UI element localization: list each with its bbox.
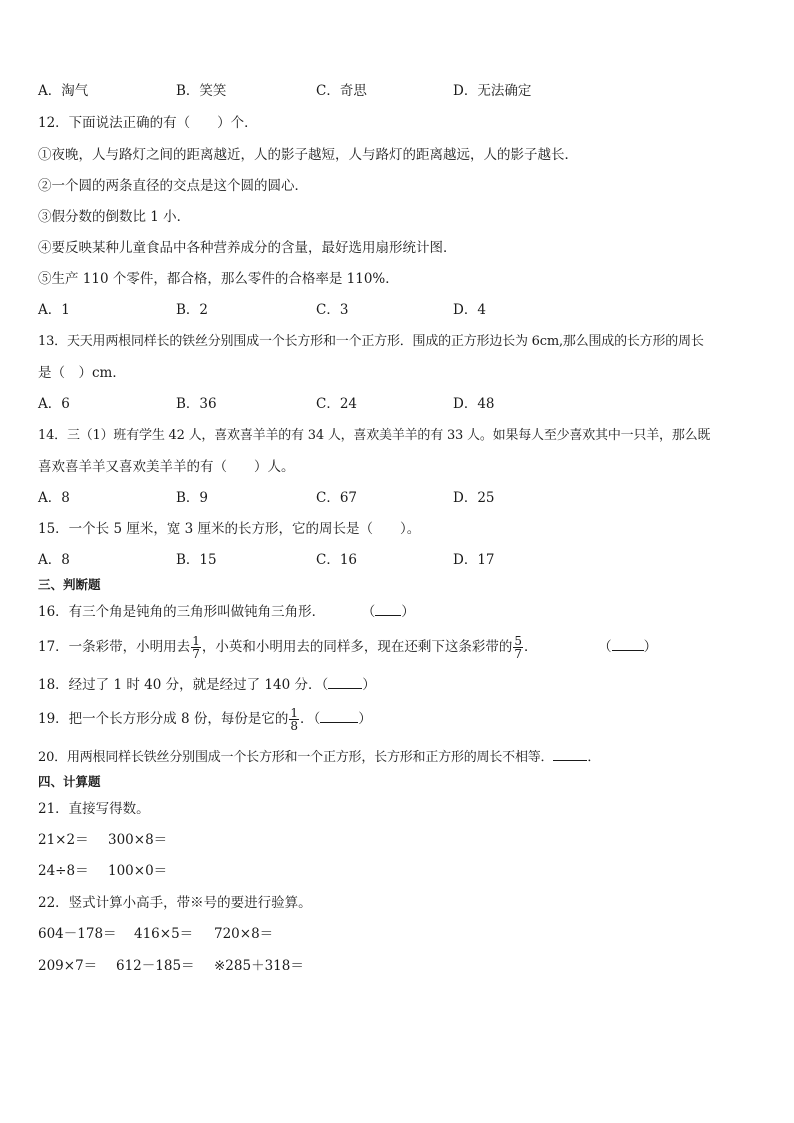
q22-expr-4: 209×7＝ <box>38 958 98 974</box>
q12-item-1: ①夜晚，人与路灯之间的距离越近，人的影子越短，人与路灯的距离越远，人的影子越长． <box>38 147 578 163</box>
q14-line-1: 14．三（1）班有学生 42 人，喜欢喜羊羊的有 34 人，喜欢美羊羊的有 33 人。如果每人至少喜欢其中一只羊，那么既 <box>38 428 711 443</box>
q20-text: 20．用两根同样长铁丝分别围成一个长方形和一个正方形，长方形和正方形的周长不相等． <box>38 750 554 765</box>
section-heading-calculation: 四、计算题 <box>38 774 101 789</box>
q17-fraction-1-denominator: 7 <box>192 647 200 661</box>
q16-text: 16．有三个角是钝角的三角形叫做钝角三角形． <box>38 604 326 620</box>
q17-fraction-2 <box>513 635 523 660</box>
q16-answer-blank[interactable] <box>375 603 401 616</box>
q16-paren-open: （ <box>361 604 376 620</box>
q11-option-b: B．笑笑 <box>176 83 227 99</box>
q17-part-1: 17．一条彩带，小明用去 <box>38 639 191 655</box>
q17-fraction-1-numerator: 1 <box>192 634 200 648</box>
q12-item-2: ②一个圆的两条直径的交点是这个圆的圆心． <box>38 178 308 194</box>
q19 <box>38 705 372 733</box>
q21-expr-1: 21×2＝ <box>38 832 89 848</box>
q11-option-a: A．淘气 <box>38 83 89 99</box>
q21-stem: 21．直接写得数。 <box>38 801 150 817</box>
q15-option-a: A．8 <box>38 552 70 568</box>
q12-option-c: C．3 <box>316 302 349 318</box>
q17-part-2: ，小英和小明用去的同样多，现在还剩下这条彩带的 <box>201 639 513 655</box>
q22-expr-1: 604－178＝ <box>38 926 117 942</box>
q17 <box>38 633 657 661</box>
q19-part-2: ．（ <box>300 711 321 727</box>
q15-option-d: D．17 <box>453 552 495 568</box>
q12-item-5: ⑤生产 110 个零件，都合格，那么零件的合格率是 110%． <box>38 271 399 287</box>
q11-option-d: D．无法确定 <box>453 83 532 99</box>
q19-fraction-numerator: 1 <box>290 706 298 720</box>
q16 <box>38 603 415 621</box>
q18 <box>38 676 376 694</box>
q12-item-3: ③假分数的倒数比 1 小． <box>38 209 191 225</box>
q15-option-b: B．15 <box>176 552 217 568</box>
q22-expr-6: ※285＋318＝ <box>214 958 304 974</box>
q19-paren-close: ） <box>358 711 372 727</box>
q14-option-d: D．25 <box>453 490 495 506</box>
q22-expr-3: 720×8＝ <box>214 926 274 942</box>
q19-fraction <box>289 707 299 732</box>
q22-stem: 22．竖式计算小高手，带※号的要进行验算。 <box>38 895 312 911</box>
q12-option-a: A．1 <box>38 302 70 318</box>
q21-expr-2: 300×8＝ <box>108 832 168 848</box>
q15-stem: 15．一个长 5 厘米，宽 3 厘米的长方形，它的周长是（ ）。 <box>38 521 421 537</box>
section-heading-judgment: 三、判断题 <box>38 577 101 592</box>
q14-option-a: A．8 <box>38 490 70 506</box>
q17-answer-blank[interactable] <box>612 638 644 651</box>
q13-option-a: A．6 <box>38 396 70 412</box>
q15-option-c: C．16 <box>316 552 358 568</box>
q19-answer-blank[interactable] <box>320 710 358 723</box>
q17-fraction-2-numerator: 5 <box>514 634 522 648</box>
q18-answer-blank[interactable] <box>328 676 362 689</box>
q21-expr-3: 24÷8＝ <box>38 863 89 879</box>
q21-expr-4: 100×0＝ <box>108 863 168 879</box>
q17-paren-open: （ <box>598 639 612 655</box>
q19-fraction-denominator: 8 <box>290 719 298 733</box>
q11-option-c: C．奇思 <box>316 83 367 99</box>
q13-option-c: C．24 <box>316 396 358 412</box>
q17-part-3: ． <box>523 639 538 655</box>
q17-fraction-2-denominator: 7 <box>514 647 522 661</box>
q18-text: 18．经过了 1 时 40 分，就是经过了 140 分．（ <box>38 677 329 693</box>
q17-paren-close: ） <box>643 639 658 655</box>
q13-option-d: D．48 <box>453 396 495 412</box>
q17-fraction-1 <box>191 635 201 660</box>
q13-line-1: 13．天天用两根同样长的铁丝分别围成一个长方形和一个正方形．围成的正方形边长为 6cm,那么围成的长方形的周长 <box>38 334 704 349</box>
q12-option-b: B．2 <box>176 302 209 318</box>
q20-end: ． <box>587 750 601 765</box>
q22-expr-2: 416×5＝ <box>134 926 194 942</box>
q13-option-b: B．36 <box>176 396 217 412</box>
q13-line-2: 是（ ）cm． <box>38 365 126 381</box>
q14-option-b: B．9 <box>176 490 209 506</box>
q20-answer-blank[interactable] <box>553 748 587 761</box>
q14-option-c: C．67 <box>316 490 358 506</box>
q22-expr-5: 612－185＝ <box>116 958 195 974</box>
q12-option-d: D．4 <box>453 302 486 318</box>
q16-paren-close: ） <box>401 604 415 620</box>
q19-part-1: 19．把一个长方形分成 8 份，每份是它的 <box>38 711 289 727</box>
q12-stem: 12．下面说法正确的有（ ）个． <box>38 115 258 131</box>
q12-item-4: ④要反映某种儿童食品中各种营养成分的含量，最好选用扇形统计图． <box>38 240 457 256</box>
q14-line-2: 喜欢喜羊羊又喜欢美羊羊的有（ ）人。 <box>38 459 295 475</box>
q20 <box>38 748 600 767</box>
q18-paren-close: ） <box>362 677 376 693</box>
